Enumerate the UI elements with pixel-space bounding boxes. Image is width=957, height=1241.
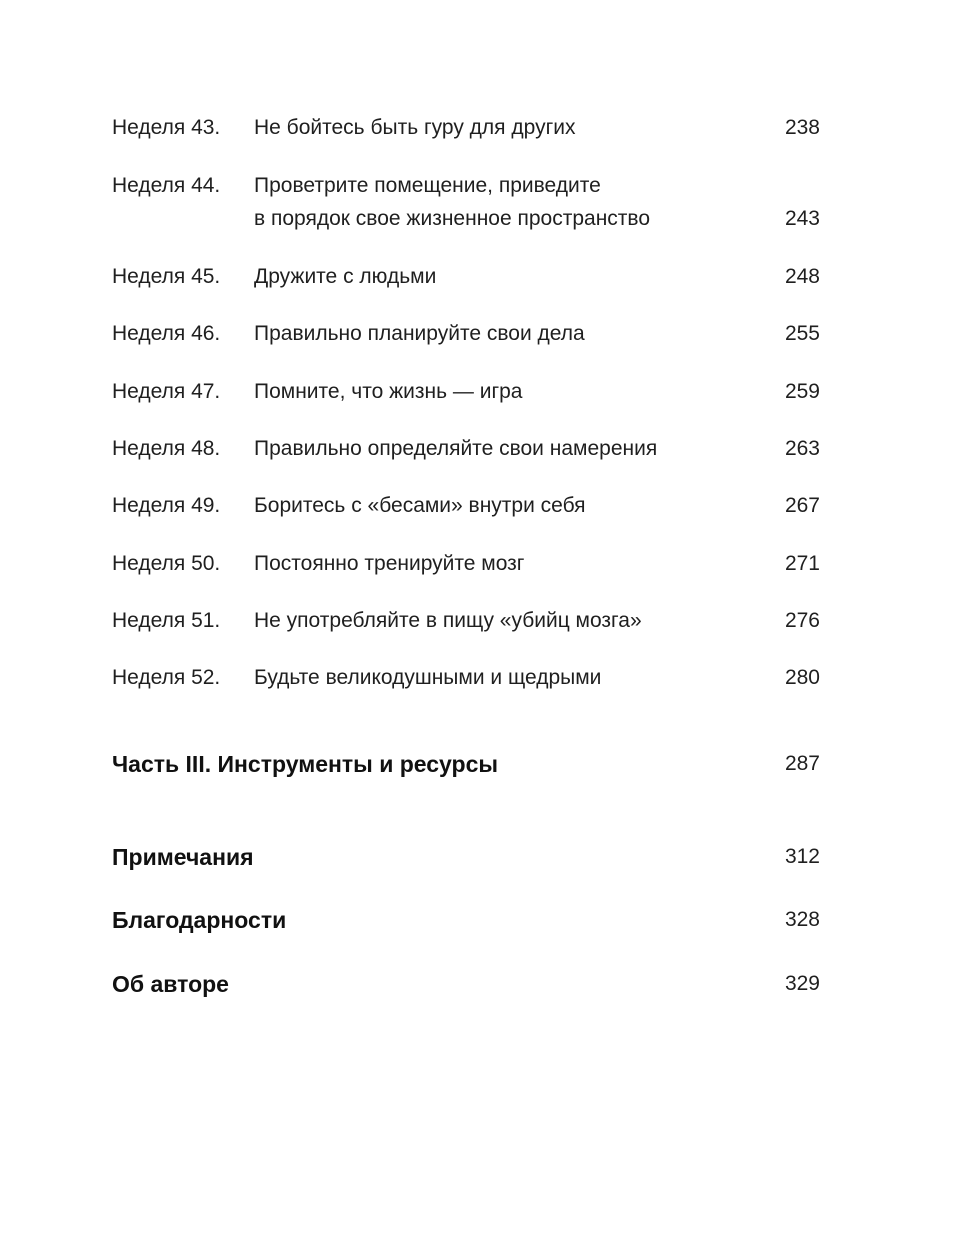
page-number: 271 [784,552,820,575]
page-number: 276 [784,609,820,632]
chapter-title: Правильно определяйте свои намерения [254,437,658,460]
chapter-title: Правильно планируйте свои дела [254,322,585,345]
chapter-title: Дружите с людьми [254,265,437,288]
section-title: Часть III. Инструменты и ресурсы [112,751,499,777]
section-title: Об авторе [112,971,229,997]
page-number: 248 [784,265,820,288]
week-label: Неделя 47. [112,380,221,403]
page-number: 328 [784,908,820,931]
page-number: 287 [784,752,820,775]
page-number: 255 [784,322,820,345]
page-number: 263 [784,437,820,460]
page-number: 259 [784,380,820,403]
chapter-title: Проветрите помещение, приведите в порядок свое жизненное пространство [254,174,651,230]
page-number: 280 [784,666,820,689]
week-label: Неделя 49. [112,494,221,517]
chapter-title: Боритесь с «бесами» внутри себя [254,494,586,517]
section-title: Примечания [112,844,254,870]
chapter-title: Будьте великодушными и щедрыми [254,666,602,689]
week-label: Неделя 48. [112,437,221,460]
week-label: Неделя 45. [112,265,221,288]
week-label: Неделя 51. [112,609,221,632]
page-number: 329 [784,972,820,995]
page-number: 243 [784,207,820,230]
week-label: Неделя 52. [112,666,221,689]
chapter-title: Не бойтесь быть гуру для других [254,116,576,139]
chapter-title: Не употребляйте в пищу «убийц мозга» [254,609,642,632]
week-label: Неделя 43. [112,116,221,139]
week-label: Неделя 50. [112,552,221,575]
week-label: Неделя 46. [112,322,221,345]
page-number: 267 [784,494,820,517]
section-title: Благодарности [112,907,287,933]
chapter-title: Помните, что жизнь — игра [254,380,523,403]
page-number: 238 [784,116,820,139]
chapter-title: Постоянно тренируйте мозг [254,552,525,575]
page-number: 312 [784,845,820,868]
week-label: Неделя 44. [112,174,221,197]
